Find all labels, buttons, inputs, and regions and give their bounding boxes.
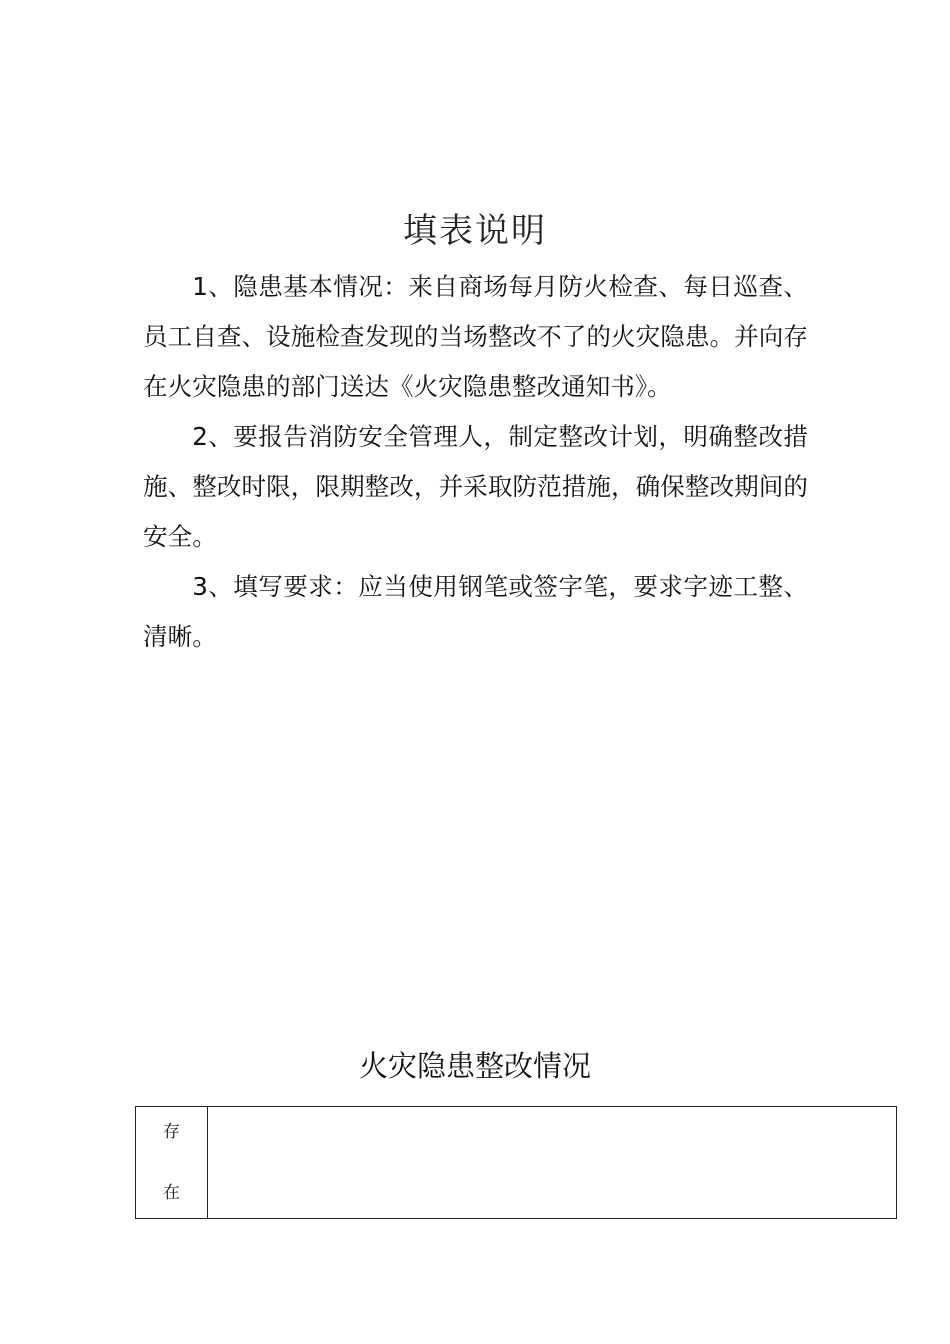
instruction-item-3: 3、填写要求：应当使用钢笔或签字笔，要求字迹工整、清晰。 <box>143 572 808 651</box>
table-row <box>136 1107 897 1219</box>
label-char-cun: 存 <box>163 1122 180 1142</box>
existing-hazard-value-cell[interactable] <box>208 1107 897 1219</box>
instruction-item-1: 1、隐患基本情况：来自商场每月防火检查、每日巡查、员工自查、设施检查发现的当场整改不了的火灾隐患。并向存在火灾隐患的部门送达《火灾隐患整改通知书》。 <box>143 272 808 401</box>
page-title: 填表说明 <box>403 211 547 251</box>
instruction-item-2: 2、要报告消防安全管理人，制定整改计划，明确整改措施、整改时限，限期整改，并采取防范措施，确保整改期间的安全。 <box>143 422 808 551</box>
existing-hazard-label-cell <box>136 1107 208 1219</box>
section-title: 火灾隐患整改情况 <box>358 1049 591 1083</box>
instructions-section <box>143 262 808 662</box>
label-char-zai: 在 <box>163 1183 180 1203</box>
hazard-rectification-table <box>135 1106 897 1219</box>
